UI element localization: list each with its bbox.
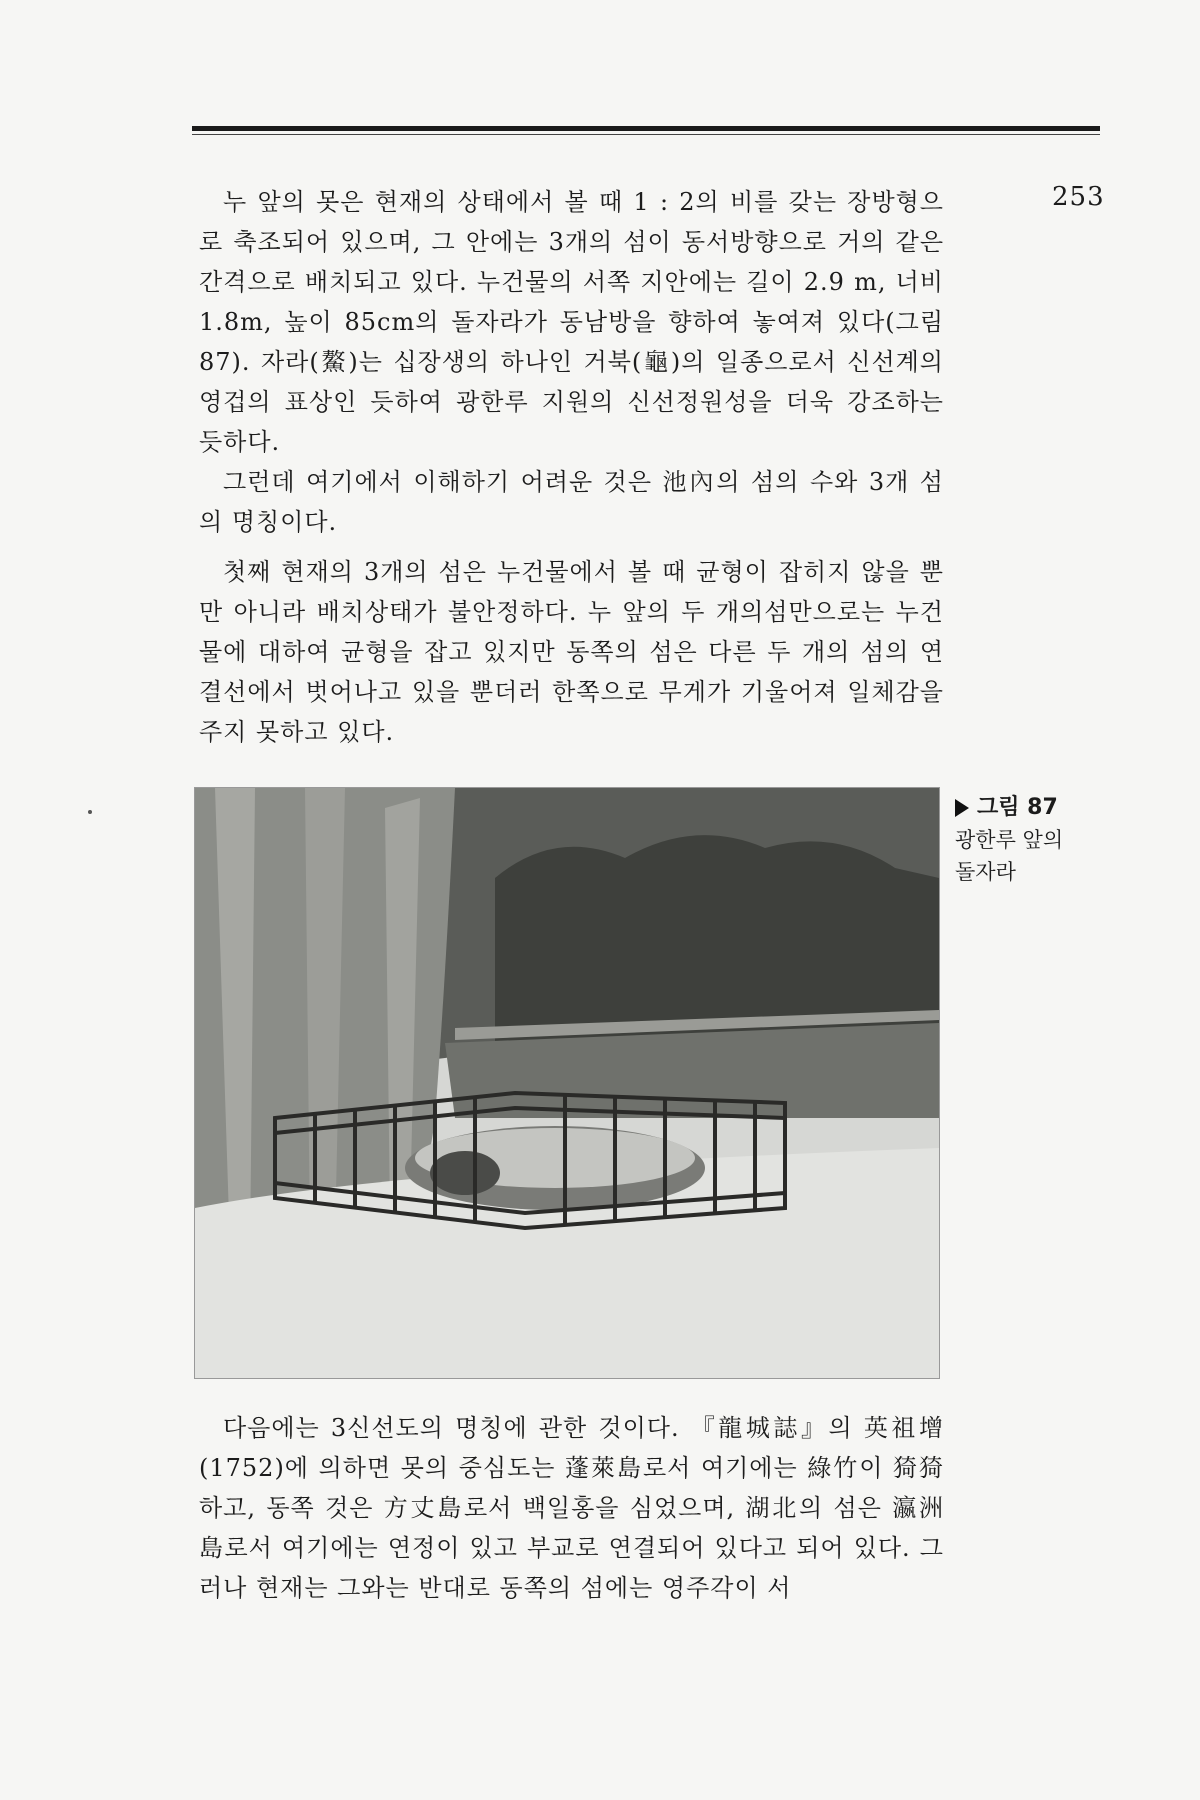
header-rule-thin bbox=[192, 134, 1100, 135]
margin-dot bbox=[88, 810, 92, 814]
figure-caption bbox=[955, 792, 1095, 888]
figure-photo-stone-turtle bbox=[194, 787, 940, 1379]
caption-line-1: 광한루 앞의 bbox=[955, 828, 1064, 852]
paragraph-2 bbox=[199, 462, 944, 542]
paragraph-3-text: 첫째 현재의 3개의 섬은 누건물에서 볼 때 균형이 잡히지 않을 뿐만 아니라 배치상태가 불안정하다. 누 앞의 두 개의섬만으로는 누건물에 대하여 균형을 잡고 있지만 동쪽의 섬은 다른 두 개의 섬의 연결선에서 벗어나고 있을 뿐더러 한쪽으로 무게가 기울어져 일체감을 주지 못하고 있다. bbox=[199, 558, 944, 746]
header-rule bbox=[192, 126, 1100, 131]
paragraph-1-text: 누 앞의 못은 현재의 상태에서 볼 때 1 : 2의 비를 갖는 장방형으로 축조되어 있으며, 그 안에는 3개의 섬이 동서방향으로 거의 같은 간격으로 배치되고 있다. 누건물의 서쪽 지안에는 길이 2.9 m, 너비 1.8m, 높이 85cm의 돌자라가 동남방을 향하여 놓여져 있다(그림 87). 자라(鰲)는 십장생의 하나인 거북(龜)의 일종으로서 신선계의 영겁의 표상인 듯하여 광한루 지원의 신선정원성을 더욱 강조하는 듯하다. bbox=[199, 188, 944, 456]
caption-title-row bbox=[955, 792, 1095, 824]
paragraph-3 bbox=[199, 552, 944, 752]
paragraph-4 bbox=[199, 1408, 944, 1608]
caption-line-2: 돌자라 bbox=[955, 860, 1016, 884]
paragraph-1 bbox=[199, 182, 944, 462]
triangle-pointer-icon bbox=[955, 799, 969, 817]
page-number: 253 bbox=[1052, 182, 1105, 212]
paragraph-2-text: 그런데 여기에서 이해하기 어려운 것은 池內의 섬의 수와 3개 섬의 명칭이다. bbox=[199, 468, 944, 536]
caption-title: 그림 87 bbox=[977, 795, 1058, 820]
paragraph-4-text: 다음에는 3신선도의 명칭에 관한 것이다. 『龍城誌』의 英祖增(1752)에 의하면 못의 중심도는 蓬萊島로서 여기에는 綠竹이 猗猗하고, 동쪽 것은 方丈島로서 백일홍을 심었으며, 湖北의 섬은 瀛洲島로서 여기에는 연정이 있고 부교로 연결되어 있다고 되어 있다. 그러나 현재는 그와는 반대로 동쪽의 섬에는 영주각이 서 bbox=[199, 1414, 944, 1602]
